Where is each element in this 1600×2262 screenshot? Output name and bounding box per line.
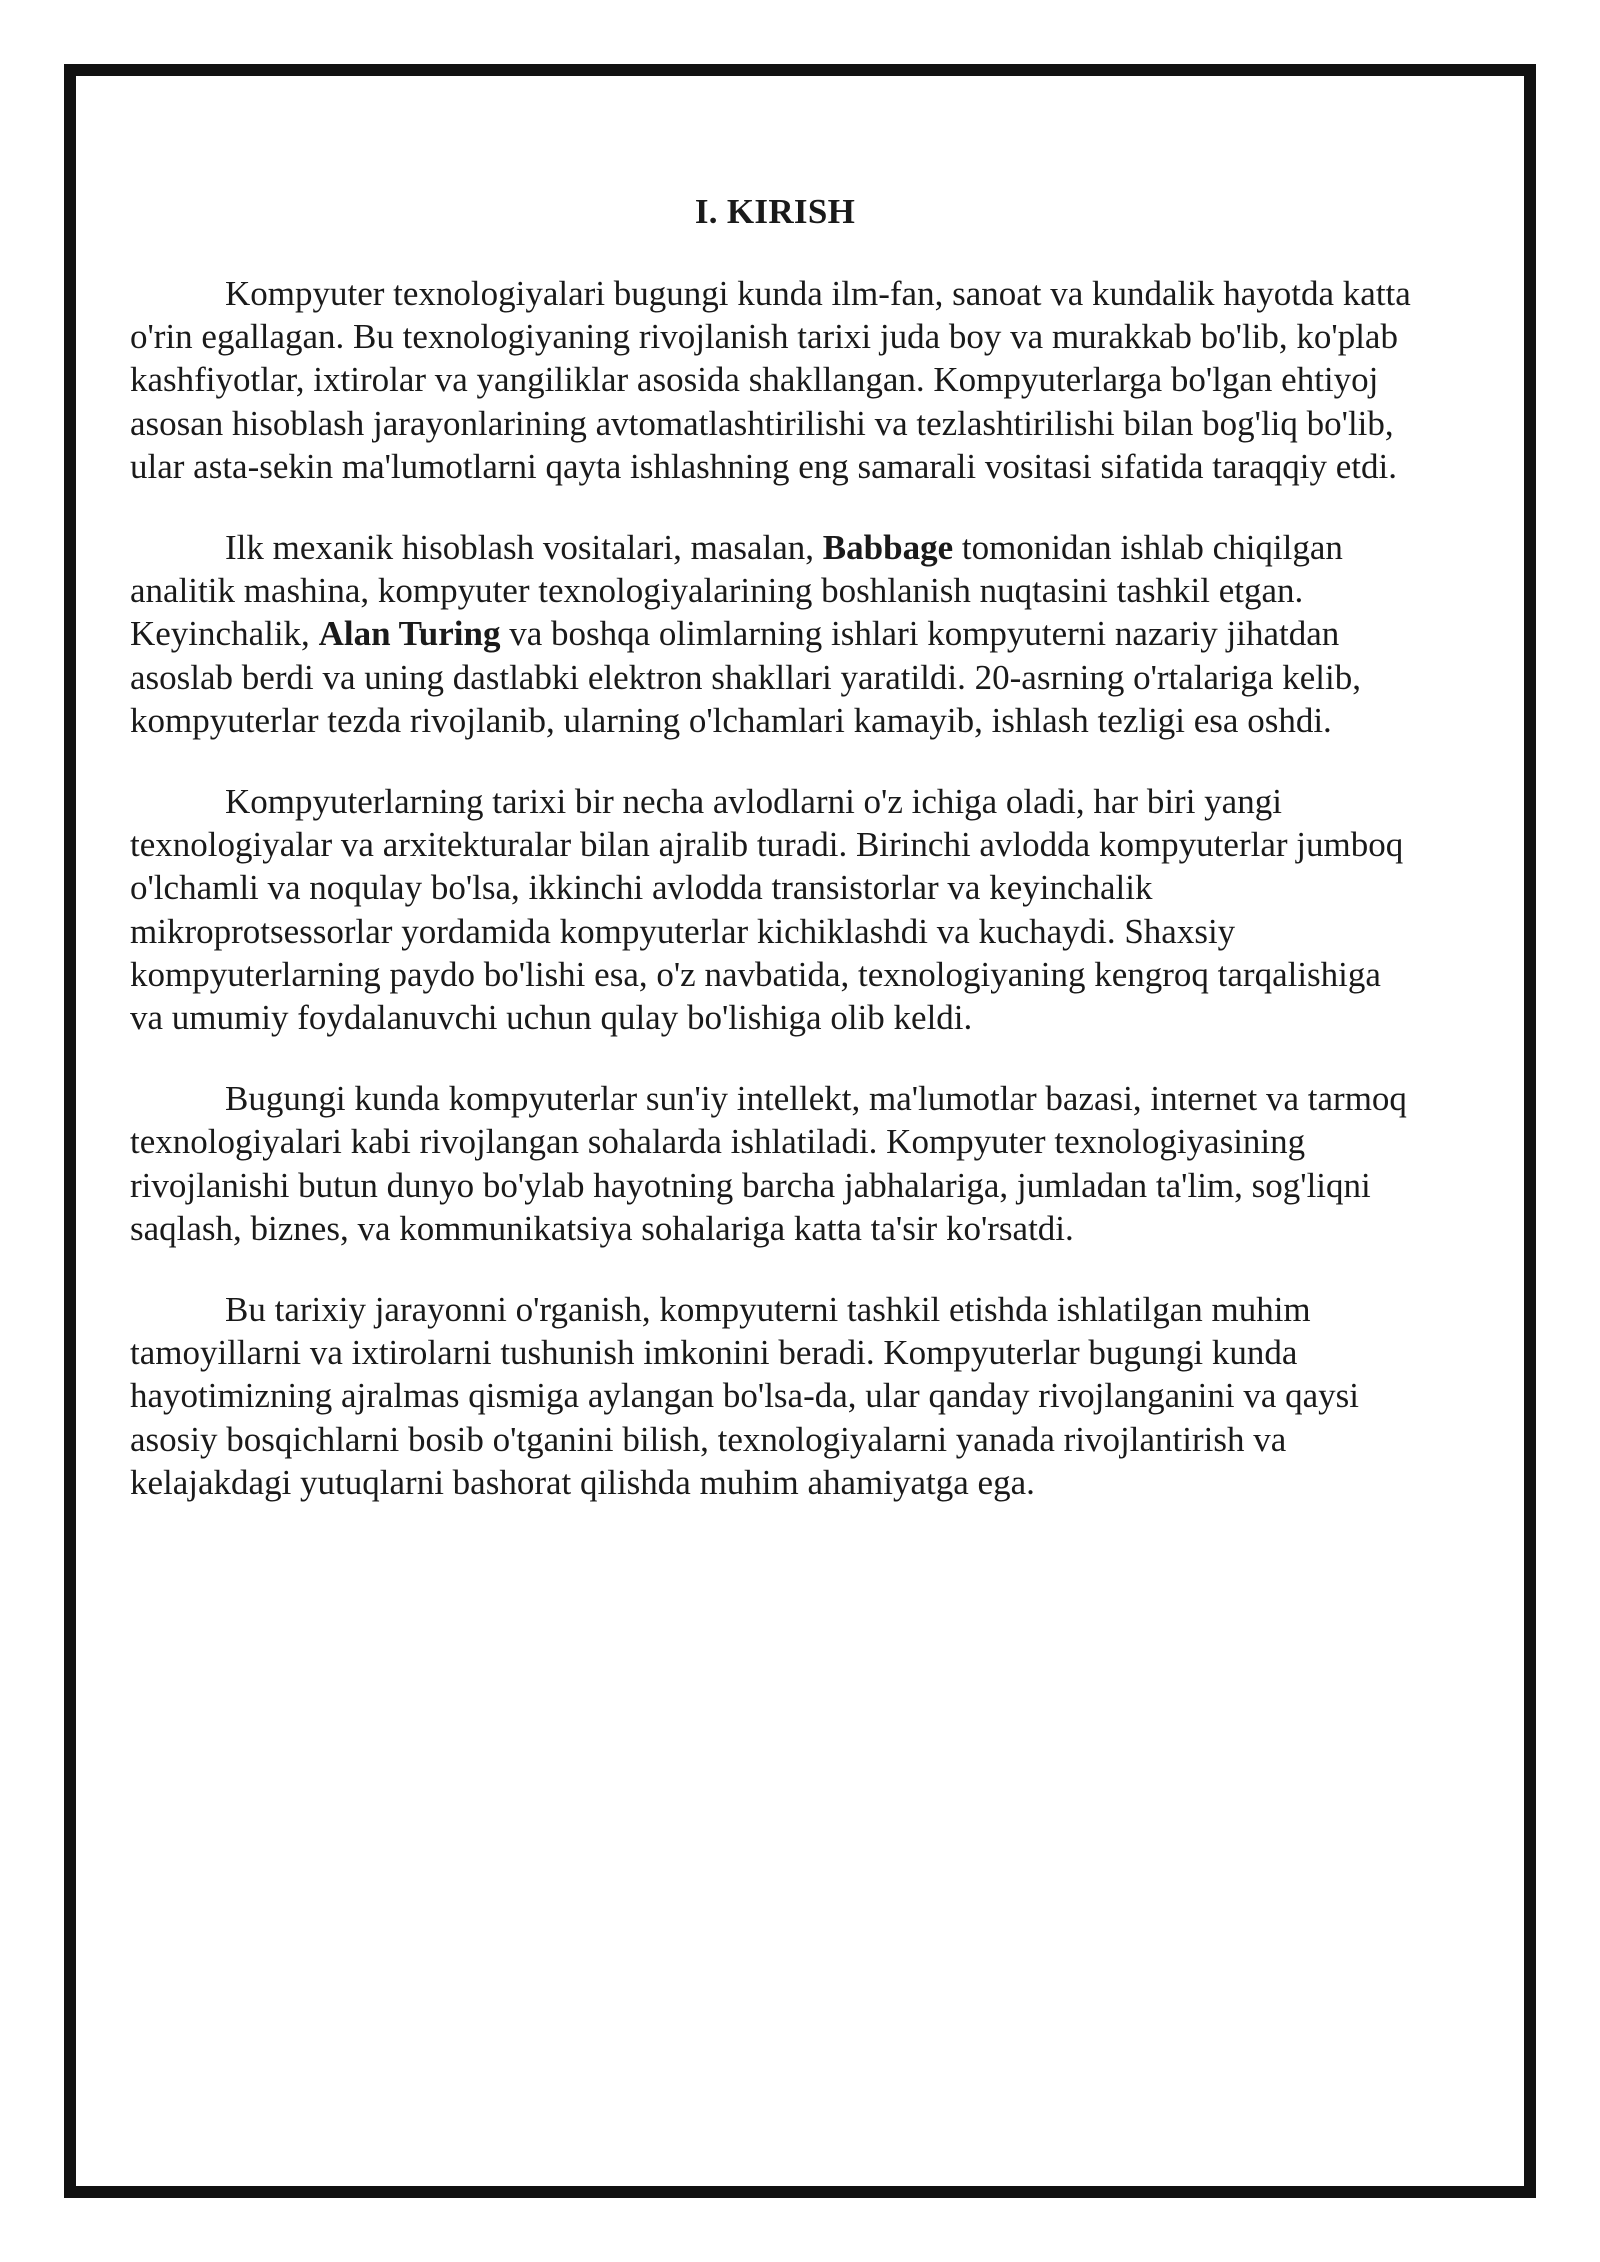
paragraph-text: Kompyuter texnologiyalari bugungi kunda ilm-fan, sanoat va kundalik hayotda katta o'rin egallagan. Bu texnologiyaning rivojlanish tarixi juda boy va murakkab bo'lib, ko'plab kashfiyotlar, ixtirolar va yangiliklar asosida shakllangan. Kompyuterlarga bo'lgan ehtiyoj asosan hisoblash jarayonlarining avtomatlashtirilishi va tezlashtirilishi bilan bog'liq bo'lib, ular asta-sekin ma'lumotlarni qayta ishlashning eng samarali vositasi sifatida taraqqiy etdi. — [130, 274, 1411, 486]
bold-name-alan-turing: Alan Turing — [318, 614, 501, 654]
paragraph-4 — [130, 1077, 1420, 1250]
document-title: I. KIRISH — [694, 192, 856, 231]
paragraph-text: tomonidan ishlab chiqilgan analitik mashina, kompyuter texnologiyalarining boshlanish nuqtasini tashkil etgan. Keyinchalik, — [130, 528, 1343, 654]
paragraph-text: Bu tarixiy jarayonni o'rganish, kompyuterni tashkil etishda ishlatilgan muhim tamoyillarni va ixtirolarni tushunish imkonini beradi. Kompyuterlar bugungi kunda hayotimizning ajralmas qismiga aylangan bo'lsa-da, ular qanday rivojlanganini va qaysi asosiy bosqichlarni bosib o'tganini bilish, texnologiyalarni yanada rivojlantirish va kelajakdagi yutuqlarni bashorat qilishda muhim ahamiyatga ega. — [130, 1290, 1360, 1502]
paragraph-3 — [130, 780, 1420, 1039]
paragraph-text: Kompyuterlarning tarixi bir necha avlodlarni o'z ichiga oladi, har biri yangi texnologiyalar va arxitekturalar bilan ajralib turadi. Birinchi avlodda kompyuterlar jumboq o'lchamli va noqulay bo'lsa, ikkinchi avlodda transistorlar va keyinchalik mikroprotsessorlar yordamida kompyuterlar kichiklashdi va kuchaydi. Shaxsiy kompyuterlarning paydo bo'lishi esa, o'z navbatida, texnologiyaning kengroq tarqalishiga va umumiy foydalanuvchi uchun qulay bo'lishiga olib keldi. — [130, 782, 1404, 1038]
paragraph-text: va boshqa olimlarning ishlari kompyuterni nazariy jihatdan asoslab berdi va uning dastlabki elektron shakllari yaratildi. 20-asrning o'rtalariga kelib, kompyuterlar tezda rivojlanib, ularning o'lchamlari kamayib, ishlash tezligi esa oshdi. — [130, 614, 1361, 740]
paragraph-1 — [130, 272, 1420, 488]
paragraph-text: Ilk mexanik hisoblash vositalari, masalan, — [225, 528, 823, 568]
paragraph-2 — [130, 526, 1420, 742]
paragraph-5 — [130, 1288, 1420, 1504]
document-body — [130, 190, 1420, 1542]
bold-name-babbage: Babbage — [822, 528, 954, 568]
paragraph-text: Bugungi kunda kompyuterlar sun'iy intellekt, ma'lumotlar bazasi, internet va tarmoq texnologiyalari kabi rivojlangan sohalarda ishlatiladi. Kompyuter texnologiyasining rivojlanishi butun dunyo bo'ylab hayotning barcha jabhalariga, jumladan ta'lim, sog'liqni saqlash, biznes, va kommunikatsiya sohalariga katta ta'sir ko'rsatdi. — [130, 1079, 1407, 1248]
